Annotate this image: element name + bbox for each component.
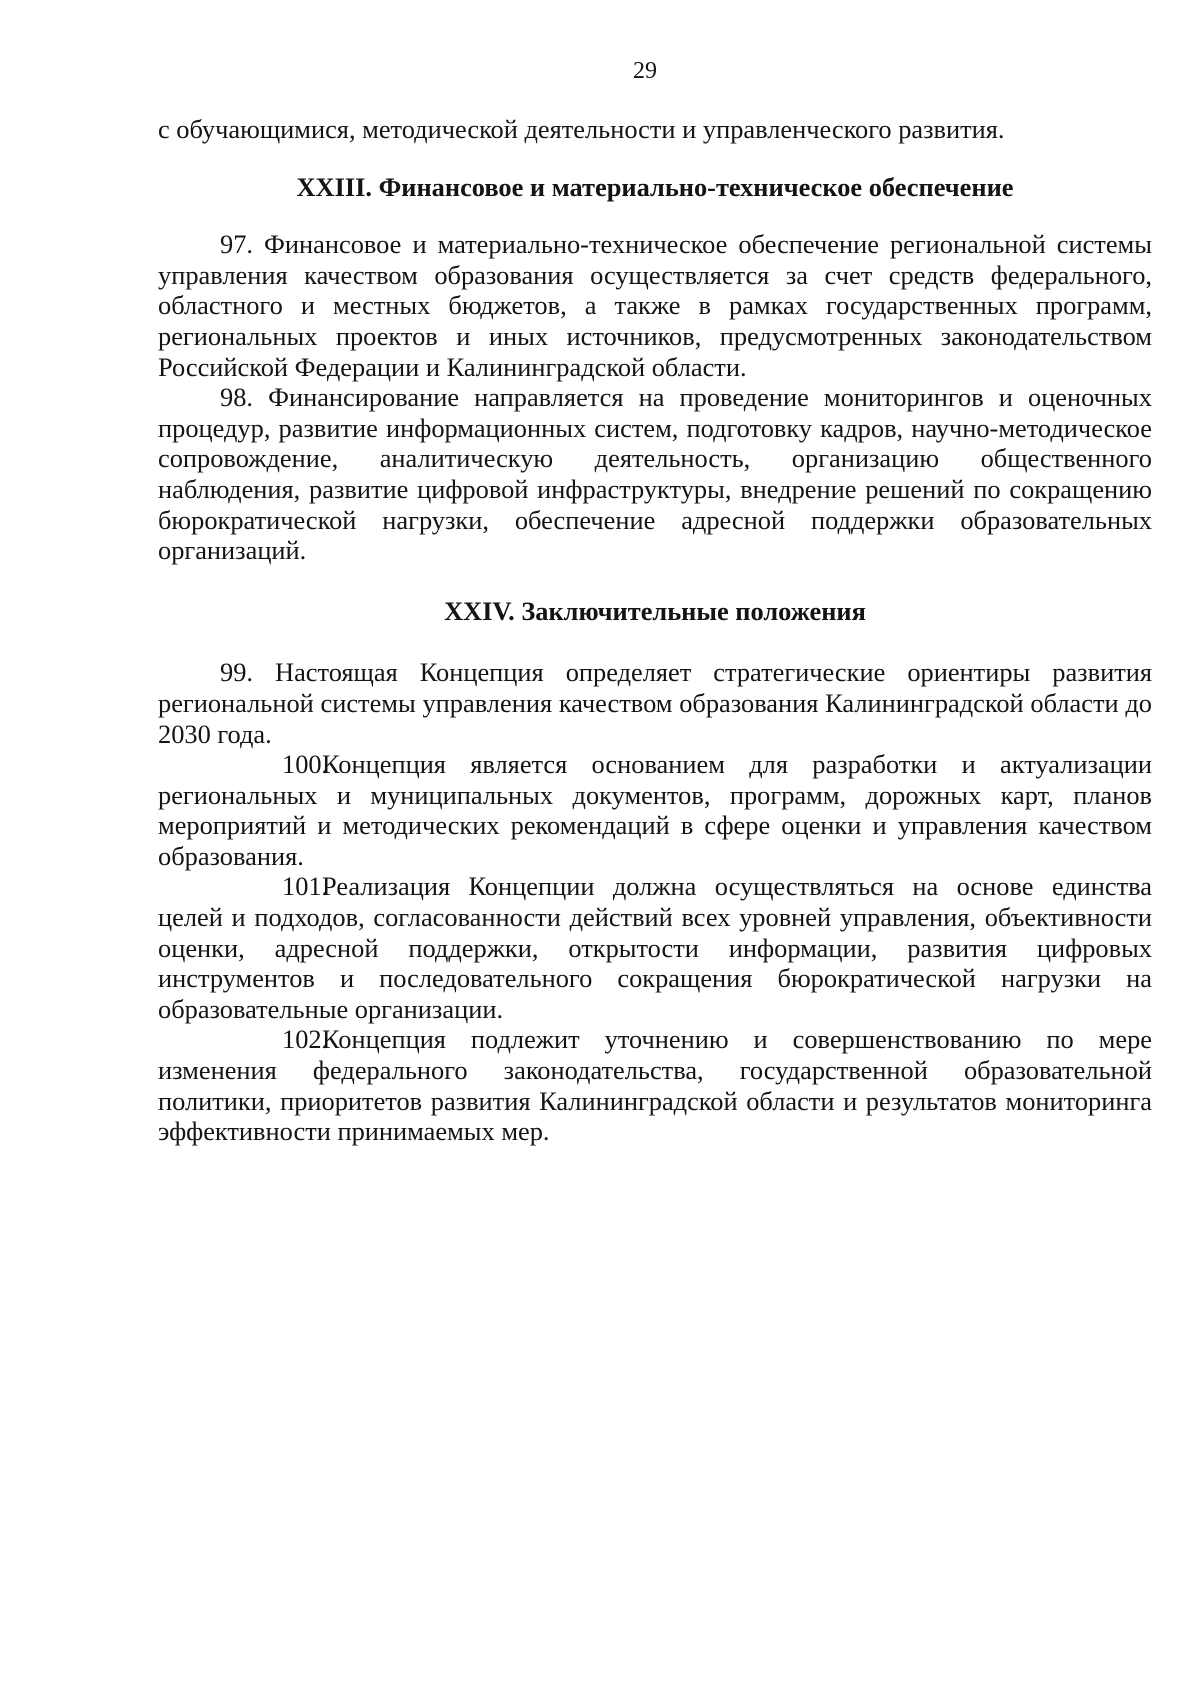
page-number: 29	[633, 58, 657, 84]
paragraph-text: Настоящая Концепция определяет стратегические ориентиры развития региональной системы управления качеством образования Калининградской области до 2030 года.	[158, 657, 1152, 749]
paragraph-number: 97.	[220, 229, 253, 260]
paragraph-number: 101.	[282, 871, 329, 902]
paragraph-97	[158, 229, 1152, 382]
paragraph-text: Концепция подлежит уточнению и совершенствованию по мере изменения федерального законодательства, государственной образовательной политики, приоритетов развития Калининградской области и результатов мониторинга эффективности принимаемых мер.	[158, 1024, 1152, 1147]
paragraph-99	[158, 657, 1152, 749]
continued-paragraph: с обучающимися, методической деятельности и управленческого развития.	[158, 114, 1005, 144]
paragraph-number: 100.	[282, 749, 329, 780]
section-heading-xxiii: XXIII. Финансовое и материально-техническое обеспечение	[296, 171, 1014, 202]
paragraph-102	[158, 1024, 1152, 1146]
paragraph-98	[158, 382, 1152, 566]
document-body	[158, 114, 1152, 1147]
paragraph-text: Финансирование направляется на проведение мониторингов и оценочных процедур, развитие информационных систем, подготовку кадров, научно-методическое сопровождение, аналитическую деятельность, организацию общественного наблюдения, развитие цифровой инфраструктуры, внедрение решений по сокращению бюрократической нагрузки, обеспечение адресной поддержки образовательных организаций.	[158, 382, 1152, 566]
paragraph-100	[158, 749, 1152, 871]
paragraph-text: Финансовое и материально-техническое обеспечение региональной системы управления качеством образования осуществляется за счет средств федерального, областного и местных бюджетов, а также в рамках государственных программ, региональных проектов и иных источников, предусмотренных законодательством Российской Федерации и Калининградской области.	[158, 229, 1152, 382]
paragraph-101	[158, 871, 1152, 1024]
paragraph-number: 98.	[220, 382, 253, 413]
section-heading-xxiv: XXIV. Заключительные положения	[444, 595, 866, 626]
paragraph-text: Реализация Концепции должна осуществляться на основе единства целей и подходов, согласованности действий всех уровней управления, объективности оценки, адресной поддержки, открытости информации, развития цифровых инструментов и последовательного сокращения бюрократической нагрузки на образовательные организации.	[158, 871, 1152, 1024]
paragraph-number: 99.	[220, 657, 253, 688]
paragraph-text: Концепция является основанием для разработки и актуализации региональных и муниципальных документов, программ, дорожных карт, планов мероприятий и методических рекомендаций в сфере оценки и управления качеством образования.	[158, 749, 1152, 871]
paragraph-number: 102.	[282, 1024, 329, 1055]
